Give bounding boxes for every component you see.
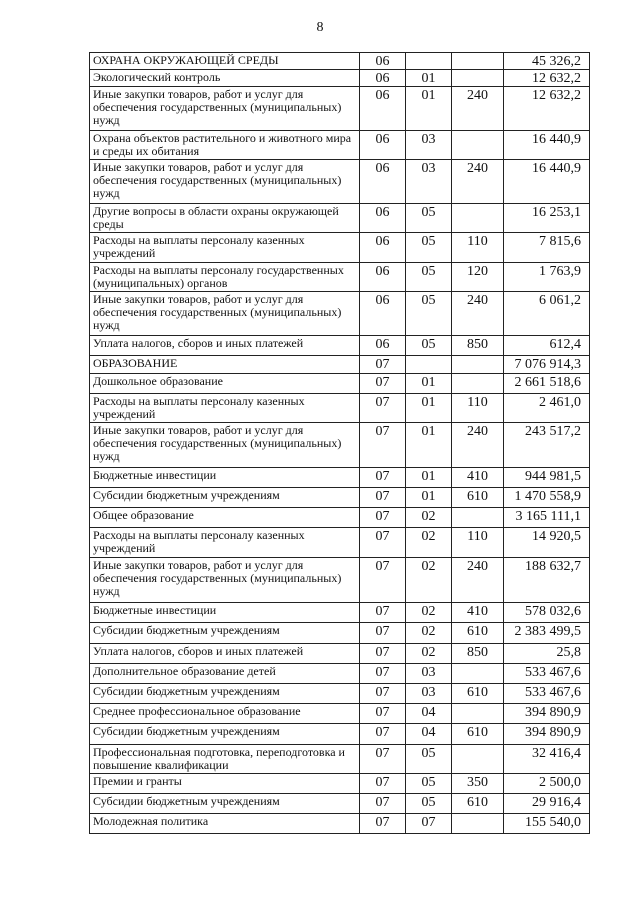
- row-expense-type-code-cell: 240: [452, 423, 504, 468]
- row-subsection-code-cell: 02: [406, 528, 452, 558]
- row-name-cell: Расходы на выплаты персоналу казенных учреждений: [90, 233, 360, 263]
- table-row: [90, 623, 590, 644]
- row-subsection-code-cell: 01: [406, 70, 452, 87]
- row-amount-cell: 394 890,9: [504, 704, 590, 724]
- row-amount-cell: 7 076 914,3: [504, 356, 590, 374]
- row-name-cell: Профессиональная подготовка, переподготовка и повышение квалификации: [90, 745, 360, 774]
- table-row: [90, 814, 590, 834]
- row-amount-cell: 578 032,6: [504, 603, 590, 623]
- table-row: [90, 204, 590, 233]
- row-subsection-code-cell: 03: [406, 684, 452, 704]
- row-subsection-code-cell: 05: [406, 263, 452, 292]
- row-expense-type-code-cell: [452, 664, 504, 684]
- table-row: [90, 53, 590, 70]
- row-name-cell: Экологический контроль: [90, 70, 360, 87]
- row-expense-type-code-cell: 610: [452, 724, 504, 745]
- row-expense-type-code-cell: 850: [452, 336, 504, 356]
- row-expense-type-code-cell: 410: [452, 468, 504, 488]
- table-row: [90, 774, 590, 794]
- row-name-cell: Уплата налогов, сборов и иных платежей: [90, 336, 360, 356]
- row-name-cell: Охрана объектов растительного и животного мира и среды их обитания: [90, 131, 360, 160]
- row-amount-cell: 12 632,2: [504, 87, 590, 131]
- row-amount-cell: 25,8: [504, 644, 590, 664]
- row-section-code-cell: 07: [360, 423, 406, 468]
- table-row: [90, 160, 590, 204]
- row-amount-cell: 1 470 558,9: [504, 488, 590, 508]
- row-name-cell: Бюджетные инвестиции: [90, 603, 360, 623]
- table-row: [90, 374, 590, 394]
- row-subsection-code-cell: 04: [406, 724, 452, 745]
- row-section-code-cell: 06: [360, 263, 406, 292]
- row-subsection-code-cell: 05: [406, 292, 452, 336]
- table-row: [90, 233, 590, 263]
- row-amount-cell: 612,4: [504, 336, 590, 356]
- row-section-code-cell: 07: [360, 623, 406, 644]
- row-subsection-code-cell: 03: [406, 664, 452, 684]
- row-name-cell: Субсидии бюджетным учреждениям: [90, 724, 360, 745]
- row-section-code-cell: 07: [360, 794, 406, 814]
- row-subsection-code-cell: 05: [406, 774, 452, 794]
- row-amount-cell: 2 661 518,6: [504, 374, 590, 394]
- row-expense-type-code-cell: 610: [452, 684, 504, 704]
- row-section-code-cell: 07: [360, 528, 406, 558]
- row-name-cell: Общее образование: [90, 508, 360, 528]
- row-subsection-code-cell: 05: [406, 745, 452, 774]
- row-amount-cell: 394 890,9: [504, 724, 590, 745]
- row-subsection-code-cell: 01: [406, 87, 452, 131]
- table-row: [90, 488, 590, 508]
- row-expense-type-code-cell: [452, 374, 504, 394]
- row-subsection-code-cell: 05: [406, 233, 452, 263]
- row-section-code-cell: 06: [360, 336, 406, 356]
- table-row: [90, 704, 590, 724]
- row-section-code-cell: 07: [360, 374, 406, 394]
- row-name-cell: ОХРАНА ОКРУЖАЮЩЕЙ СРЕДЫ: [90, 53, 360, 70]
- row-amount-cell: 2 461,0: [504, 394, 590, 423]
- row-section-code-cell: 06: [360, 204, 406, 233]
- row-expense-type-code-cell: [452, 704, 504, 724]
- table-row: [90, 684, 590, 704]
- row-subsection-code-cell: 02: [406, 508, 452, 528]
- row-name-cell: Другие вопросы в области охраны окружающей среды: [90, 204, 360, 233]
- row-section-code-cell: 07: [360, 558, 406, 603]
- table-row: [90, 423, 590, 468]
- row-name-cell: Дошкольное образование: [90, 374, 360, 394]
- table-row: [90, 528, 590, 558]
- row-subsection-code-cell: 02: [406, 644, 452, 664]
- row-amount-cell: 243 517,2: [504, 423, 590, 468]
- row-subsection-code-cell: 01: [406, 488, 452, 508]
- table-row: [90, 263, 590, 292]
- table-row: [90, 794, 590, 814]
- row-name-cell: Субсидии бюджетным учреждениям: [90, 623, 360, 644]
- page-number: 8: [316, 20, 324, 35]
- row-subsection-code-cell: 01: [406, 374, 452, 394]
- row-subsection-code-cell: 07: [406, 814, 452, 834]
- row-section-code-cell: 07: [360, 356, 406, 374]
- row-name-cell: Субсидии бюджетным учреждениям: [90, 684, 360, 704]
- row-subsection-code-cell: 03: [406, 131, 452, 160]
- row-section-code-cell: 06: [360, 292, 406, 336]
- row-amount-cell: 188 632,7: [504, 558, 590, 603]
- row-amount-cell: 2 500,0: [504, 774, 590, 794]
- row-subsection-code-cell: 03: [406, 160, 452, 204]
- row-amount-cell: 16 440,9: [504, 131, 590, 160]
- row-subsection-code-cell: [406, 53, 452, 70]
- budget-table: [89, 52, 590, 834]
- row-name-cell: Иные закупки товаров, работ и услуг для обеспечения государственных (муниципальных) нужд: [90, 87, 360, 131]
- row-section-code-cell: 06: [360, 131, 406, 160]
- row-section-code-cell: 06: [360, 53, 406, 70]
- table-row: [90, 87, 590, 131]
- row-section-code-cell: 07: [360, 745, 406, 774]
- row-subsection-code-cell: [406, 356, 452, 374]
- row-subsection-code-cell: 05: [406, 204, 452, 233]
- row-subsection-code-cell: 02: [406, 623, 452, 644]
- row-amount-cell: 2 383 499,5: [504, 623, 590, 644]
- row-expense-type-code-cell: 610: [452, 488, 504, 508]
- row-amount-cell: 944 981,5: [504, 468, 590, 488]
- row-expense-type-code-cell: [452, 204, 504, 233]
- budget-table-body: [90, 53, 590, 834]
- row-section-code-cell: 06: [360, 87, 406, 131]
- table-row: [90, 336, 590, 356]
- row-expense-type-code-cell: 410: [452, 603, 504, 623]
- row-subsection-code-cell: 01: [406, 468, 452, 488]
- row-amount-cell: 155 540,0: [504, 814, 590, 834]
- table-row: [90, 644, 590, 664]
- row-amount-cell: 32 416,4: [504, 745, 590, 774]
- row-expense-type-code-cell: 610: [452, 623, 504, 644]
- row-section-code-cell: 07: [360, 394, 406, 423]
- row-section-code-cell: 07: [360, 603, 406, 623]
- row-name-cell: Расходы на выплаты персоналу казенных учреждений: [90, 528, 360, 558]
- row-amount-cell: 16 440,9: [504, 160, 590, 204]
- row-amount-cell: 45 326,2: [504, 53, 590, 70]
- row-section-code-cell: 06: [360, 233, 406, 263]
- row-amount-cell: 3 165 111,1: [504, 508, 590, 528]
- row-amount-cell: 16 253,1: [504, 204, 590, 233]
- row-amount-cell: 6 061,2: [504, 292, 590, 336]
- row-expense-type-code-cell: 110: [452, 233, 504, 263]
- row-expense-type-code-cell: [452, 70, 504, 87]
- row-expense-type-code-cell: [452, 745, 504, 774]
- row-section-code-cell: 07: [360, 664, 406, 684]
- row-amount-cell: 29 916,4: [504, 794, 590, 814]
- row-expense-type-code-cell: [452, 356, 504, 374]
- row-amount-cell: 7 815,6: [504, 233, 590, 263]
- row-amount-cell: 533 467,6: [504, 684, 590, 704]
- row-name-cell: Бюджетные инвестиции: [90, 468, 360, 488]
- row-amount-cell: 12 632,2: [504, 70, 590, 87]
- row-expense-type-code-cell: 240: [452, 558, 504, 603]
- row-name-cell: Расходы на выплаты персоналу государственных (муниципальных) органов: [90, 263, 360, 292]
- row-expense-type-code-cell: 850: [452, 644, 504, 664]
- table-row: [90, 292, 590, 336]
- row-expense-type-code-cell: 110: [452, 394, 504, 423]
- table-row: [90, 70, 590, 87]
- row-subsection-code-cell: 05: [406, 794, 452, 814]
- table-row: [90, 664, 590, 684]
- row-section-code-cell: 06: [360, 70, 406, 87]
- table-row: [90, 724, 590, 745]
- table-row: [90, 394, 590, 423]
- table-row: [90, 131, 590, 160]
- row-section-code-cell: 07: [360, 508, 406, 528]
- row-subsection-code-cell: 02: [406, 603, 452, 623]
- row-expense-type-code-cell: [452, 53, 504, 70]
- row-amount-cell: 533 467,6: [504, 664, 590, 684]
- row-expense-type-code-cell: 240: [452, 160, 504, 204]
- row-name-cell: Иные закупки товаров, работ и услуг для обеспечения государственных (муниципальных) нужд: [90, 558, 360, 603]
- row-name-cell: Уплата налогов, сборов и иных платежей: [90, 644, 360, 664]
- table-row: [90, 603, 590, 623]
- row-subsection-code-cell: 01: [406, 394, 452, 423]
- row-section-code-cell: 07: [360, 644, 406, 664]
- row-name-cell: Субсидии бюджетным учреждениям: [90, 488, 360, 508]
- row-name-cell: Молодежная политика: [90, 814, 360, 834]
- row-expense-type-code-cell: [452, 131, 504, 160]
- table-row: [90, 508, 590, 528]
- row-expense-type-code-cell: 110: [452, 528, 504, 558]
- row-section-code-cell: 07: [360, 814, 406, 834]
- row-expense-type-code-cell: 120: [452, 263, 504, 292]
- row-name-cell: Среднее профессиональное образование: [90, 704, 360, 724]
- row-name-cell: ОБРАЗОВАНИЕ: [90, 356, 360, 374]
- row-subsection-code-cell: 05: [406, 336, 452, 356]
- row-expense-type-code-cell: 610: [452, 794, 504, 814]
- row-section-code-cell: 07: [360, 774, 406, 794]
- row-name-cell: Иные закупки товаров, работ и услуг для обеспечения государственных (муниципальных) нужд: [90, 160, 360, 204]
- table-row: [90, 558, 590, 603]
- row-name-cell: Дополнительное образование детей: [90, 664, 360, 684]
- row-subsection-code-cell: 01: [406, 423, 452, 468]
- table-row: [90, 745, 590, 774]
- row-amount-cell: 1 763,9: [504, 263, 590, 292]
- row-section-code-cell: 07: [360, 468, 406, 488]
- table-row: [90, 356, 590, 374]
- row-subsection-code-cell: 02: [406, 558, 452, 603]
- row-expense-type-code-cell: 350: [452, 774, 504, 794]
- row-expense-type-code-cell: [452, 814, 504, 834]
- row-section-code-cell: 07: [360, 704, 406, 724]
- row-name-cell: Субсидии бюджетным учреждениям: [90, 794, 360, 814]
- row-name-cell: Иные закупки товаров, работ и услуг для обеспечения государственных (муниципальных) нужд: [90, 423, 360, 468]
- table-row: [90, 468, 590, 488]
- row-section-code-cell: 07: [360, 488, 406, 508]
- row-expense-type-code-cell: 240: [452, 292, 504, 336]
- row-section-code-cell: 06: [360, 160, 406, 204]
- row-subsection-code-cell: 04: [406, 704, 452, 724]
- row-name-cell: Иные закупки товаров, работ и услуг для обеспечения государственных (муниципальных) нужд: [90, 292, 360, 336]
- row-section-code-cell: 07: [360, 724, 406, 745]
- row-name-cell: Премии и гранты: [90, 774, 360, 794]
- row-expense-type-code-cell: [452, 508, 504, 528]
- row-amount-cell: 14 920,5: [504, 528, 590, 558]
- row-section-code-cell: 07: [360, 684, 406, 704]
- row-expense-type-code-cell: 240: [452, 87, 504, 131]
- row-name-cell: Расходы на выплаты персоналу казенных учреждений: [90, 394, 360, 423]
